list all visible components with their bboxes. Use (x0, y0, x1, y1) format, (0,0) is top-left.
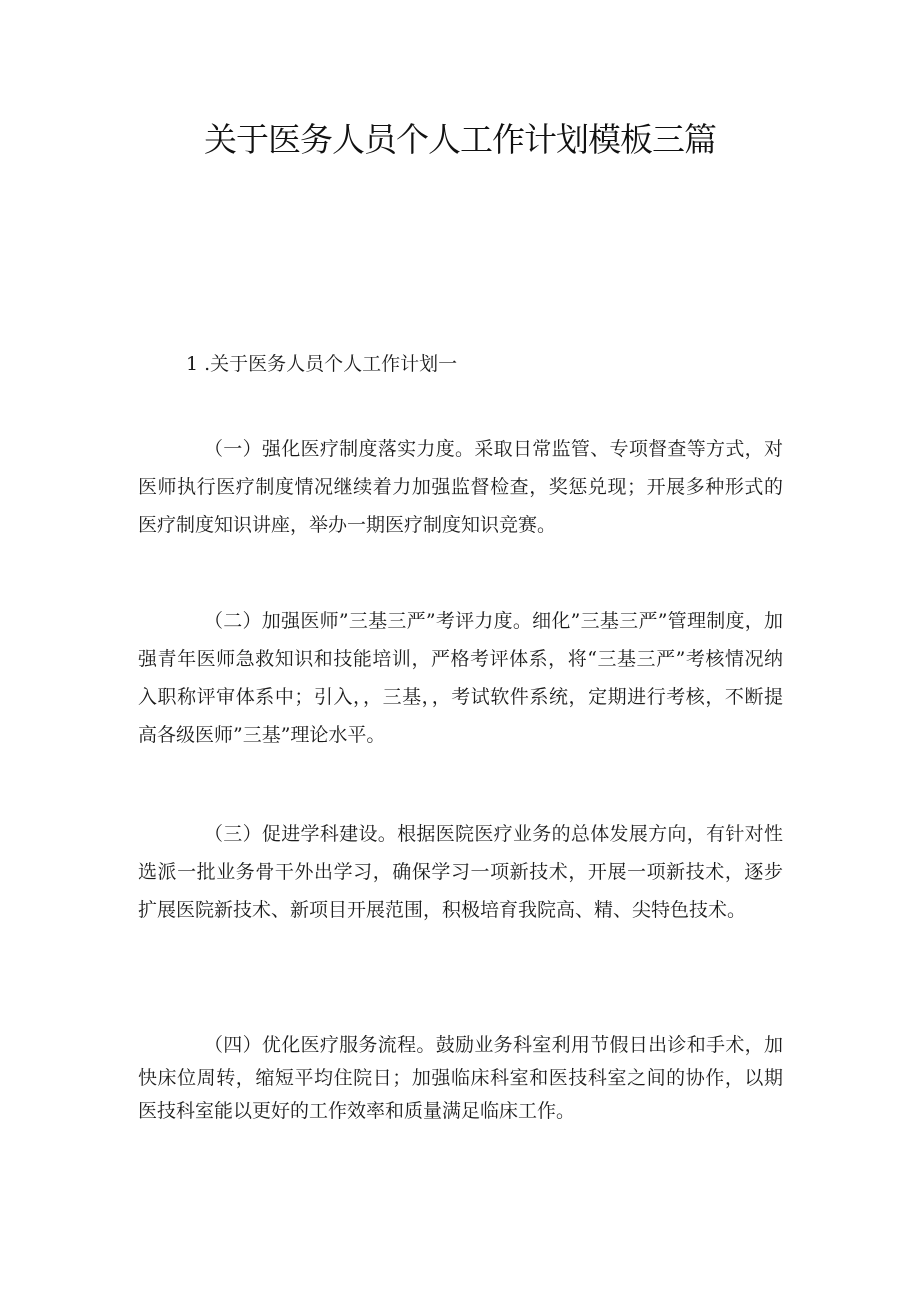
paragraph-4: （四）优化医疗服务流程。鼓励业务科室利用节假日出诊和手术，加快床位周转，缩短平均住院日；加强临床科室和医技科室之间的协作，以期医技科室能以更好的工作效率和质量满足临床工作。 (138, 1034, 783, 1122)
section-heading: 1 .关于医务人员个人工作计划一 (186, 353, 458, 375)
document-title: 关于医务人员个人工作计划模板三篇 (204, 120, 716, 159)
paragraph-3: （三）促进学科建设。根据医院医疗业务的总体发展方向，有针对性选派一批业务骨干外出学习，确保学习一项新技术，开展一项新技术，逐步扩展医院新技术、新项目开展范围，积极培育我院高、精、尖特色技术。 (138, 823, 783, 921)
paragraph-1: （一）强化医疗制度落实力度。采取日常监管、专项督查等方式，对医师执行医疗制度情况继续着力加强监督检查，奖惩兑现；开展多种形式的医疗制度知识讲座，举办一期医疗制度知识竞赛。 (138, 438, 783, 536)
paragraph-2: （二）加强医师”三基三严”考评力度。细化”三基三严”管理制度，加强青年医师急救知识和技能培训，严格考评体系，将“三基三严”考核情况纳入职称评审体系中；引入，，三基，，考试软件系统，定期进行考核，不断提高各级医师”三基”理论水平。 (138, 610, 783, 746)
